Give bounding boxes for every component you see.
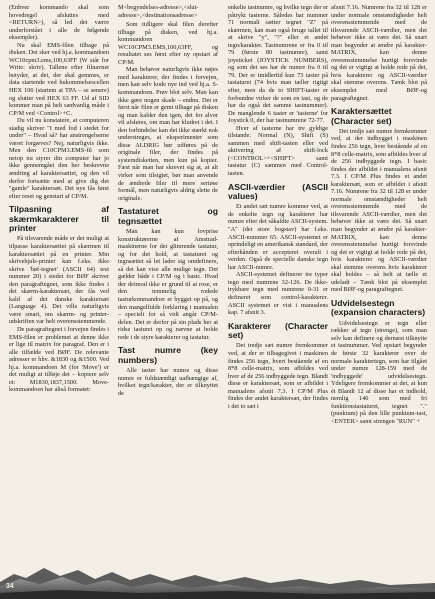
body-paragraph: De paragraftegnet i forvejen findes i EMS-filen er problemet at denne ikke er lige til matrix for paragraf. Den er i alle tilfælde ved BØF. De relevante adresser er hhv. &1830 og &1500. Ved hj.a. kommandoen M (for 'Move') er det muligt at tilføje det – kopiere selv et: M1830,1837,1500. Move-kommandoen har altså formatet: — [9, 326, 109, 394]
column-1 — [9, 4, 109, 569]
body-paragraph: Man kan kun lovprise konstruktørerne af Amstrad-maskinerne for det glimrende tastatur, og for det hold, at tastaturet og tegnsættet så let lader sig omdefinere, så det kan vise alle mulige tegn. Det gælder både i CP/M og i basic. Hvad der deimod ikke er grund til at rose, er den temmelig rodede tasturkommandoer er bygget op på, og den mangelfulde forklaring i manualen – specielt for så vidt angår CP/M-delen. Det er derfor på sin plads her at ridse tasturet op og nævne at holde rede i de styre karakterer og tastatur. — [118, 228, 218, 341]
body-paragraph: Man behøver naturligvis ikke nøjes med karakterer, der findes i forvejen, men kan selv kode nye ind ved hj.a. S-kommandoen. Prøv blot selv. Man kan ikke gøre nogen skade – endnu. Det er først når filen er gemt tilbage på disken og man kalder den igen, det for alvor vil afsløres, om man har kludret i det. I den forbindelse kan det ikke stærkt nok understreges, at eksperimenter som disse ALDRIG bør udføres på de originale filer, der findes på systemdisketten, men kun på kopier. Fæst når man har skrevet sig at, at alt virker som tilsigtet, bør man anvende de ændrede filer til mere seriøse formål, men naturligvis aldrig slette de originale. — [118, 66, 218, 202]
body-paragraph: Alle taster har numre og disse numre er fuldstændigt uafhængige af, hvilket tegn/karakter, der er tilknyttet de — [118, 367, 218, 397]
body-paragraph: afsnit 7.16. Numrene fra 32 til 128 er under normale omstændigheder helt overensstemmende med de tilsvarende ASCII-værdier, men det behøver ikke at være det. Så snart man begynder at ændre på karakter-MATRIX, kan denne overensstemmelse hurtigt forsvinde og det er vigtigt at holde rede på det, hvis karakterer og ASCII-værdier skal stemme overens. Tænk blot på eksemplet med BØF-og paragraftegnet. — [331, 4, 427, 102]
section-heading: Tastaturet og tegnsættet — [118, 206, 218, 226]
section-heading: Karaktersættet (Character set) — [331, 106, 392, 126]
section-heading: Karakterer (Character set) — [228, 320, 328, 340]
column-3 — [228, 4, 328, 572]
body-paragraph: Som tidligere skal filen derefter tilbage på disken, ved hj.a. kommandoen WC10CPM3.EMS,100,63FF, og resultatet ses først efter ny opstart af CP/M. — [118, 21, 218, 66]
section-heading: Tast numre (key numbers) — [118, 345, 218, 365]
body-paragraph: Et andet sæt numre kommer ved, at de enkelte tegn og karakterer har numre efter det såkaldte ASCII-system. "A" (det store bogstav) har f.eks. ASCII-nummer 65. ASCII-systemet er oprindeligt en amerikansk standard, der efterhånden er accepteret overalt i verden. Også de specielle danske tegn har ASCII-numre. — [228, 203, 328, 271]
section-heading: ASCII-værdier (ASCII values) — [228, 181, 328, 201]
body-paragraph: Du vil nu konstatere, at computeren stadig skriver "I med fod i stedet for under" – Hvad så? har anstrengelserne været forgæves? Nej, naturligvis ikke. Men den C10CPM3.EMS-fil som netop nu styrer din computer har jo ikke gennemgået den her beskrevne ændring af karaktersættet, og den vil derfor fortsætte med at give dig det "gamle" karaktersæt. Det nye fås først efter reset og genstart af CP/M. — [9, 117, 109, 200]
body-paragraph: Nu skal EMS-filen tilbage på disken. Det sker ved hj.a. kommandoen WC10cpm3.ems,100,63FF (W står for Write: skriv). Tallene efter filnavnet betyder, at det, der skal gemmes, er data startende ved hukommelsescellen HEX 100 (startem at TPA – se senere) og slutter ved HEX 63 FF. Ud af SID kommer man på helt sædvanlig måde i CP/M ved <Control>+C. — [9, 41, 109, 117]
column-2 — [118, 4, 218, 569]
body-paragraph: Udvidelsestegn er tegn eller rækker af tegn (strenge), som man selv kan definere og dernæst tilknytte et tastnummer. Ved opstart begynder de første 32 karakterer over de normale karaktertegn, som har tilgået under numre 128-159 med de 'indbyggede' udvidelsestegn. Ydeligere fremkommer at det, at kun ét Blandt 12 af disse har et indhold, nemlig 140 som med fri funktionstastaturet, tegnet "." (punktum) på den lille punktum-tast, <ENTER> samt strengen "RUN" + — [331, 319, 427, 425]
section-heading: Tilpasning af skærmkarakterer til printer — [9, 204, 109, 234]
mountain-footer-graphic — [0, 560, 435, 599]
body-paragraph: (Enhver kommando skal som hovedregel afsluttes med <RETURN>), så led det værre underforstået i alle de følgende eksempler). — [9, 4, 109, 42]
body-paragraph: Det tredje sæt numre fremkommer ved, at der indbygget i maskinen findes 256 tegn, hver bestående af en 8*8 celle-matrix, som afbildes hver af de 256 indbyggede tegn. I basic findes der afbildet i manualens afsnit 7.3. I CP/M Plus findes et andet karaktersæt, som er afbildet i afsnit 7.16. Numrene fra 32 til 128 er under normale omstændigheder helt overensstemmende med de tilsvarende ASCII-værdier, men det behøver ikke at være det. Så snart man begynder at ændre på karakter-MATRIX, kan denne overensstemmelse hurtigt forsvinde og det er vigtigt at holde rede på det, hvis karakterer og ASCII-værdier skal stemme overens hvis karakterer skal holdes – så helt at tælle et udeladt – Tænk blot på eksemplet med BØF-og paragraftegnet. — [331, 127, 427, 294]
body-paragraph: Hver af tasterne har tre gyldige tilstande: Normal (N), Shift (S) sammen med shift-tasten eller ved aktivering af shift-lock (<CONTROL>+<SHIFT> samt tastatur (C) sammen med Control-tasten. — [228, 124, 328, 178]
body-paragraph: ASCII-systemet definerer tre typer tegn med numrene 32-126. De ikke-trykbare tegn med numrene 0-31 er defineret som control-karakterer. ASCII systemet er vist i manualens kap. 7 afsnit 3. — [228, 271, 328, 317]
page-number: 34 — [6, 583, 14, 590]
body-paragraph: enkelte tastnumre, og hvilke tegn der er påtrykt tasterne. Således har nummer 71 normalt sætter tegnet "Z" på skærmen, kan man også bruge tallet til at skrive "y", "?" eller et andet tegn/karakter. Tastnumrene er fra 0 til 79 (første 80 tastnumre), samt joysticket (JOYSTICK NUMBERS), og som det ses har de numre fra 0 til 79. Der er imidlertid kun 73 taster på tastaturet (74 hvis man tæller rigtigt efter, men da de to SHIFT-taster er forbundne virker de som en tast, og de har da også det samme tastnummer). De manglende 6 taster er 'tasterne' for Joystick 0, der har tastnumrene 72-77. — [228, 4, 328, 125]
section-heading: Udvidelsestegn (expansion characters) — [331, 297, 426, 318]
body-paragraph: M<begyndelses-adresse>,<slut-adresse>,<destinationsadresse> — [118, 4, 199, 19]
body-paragraph: Det tredje sæt numre fremkommer ved, at der er tilbagegivet i maskinen findes 256 tegn, hvert bestående af en 8*8 celle-matrix, som afbildes ved hver af de 256 indbyggede tegn. Blandt disse er karaktersæt, som er afbildet i manualens afsnit 7.3. I CP/M Plus findes der andet karaktersæt, der findes i det to sæt i — [228, 342, 328, 410]
column-4 — [331, 4, 427, 544]
body-paragraph: På tilsvarende måde er det muligt at tilpasse karaktersættet på skærmen til karaktersættet på en printer. Min skrivehjuls-printer kan f.eks. ikke skrive 'bøf-tegnet' (ASCII 64) test nummer 20) i stedet for BØF skriver den paragraftegnet, som ikke findes i det skærm-karaktersæt, der fås ved kald af det danske karaktersæt (Language 4). Det ville naturligvis være smart, om skærm- og printer-udskriften var helt overensstemmende. — [9, 235, 109, 326]
